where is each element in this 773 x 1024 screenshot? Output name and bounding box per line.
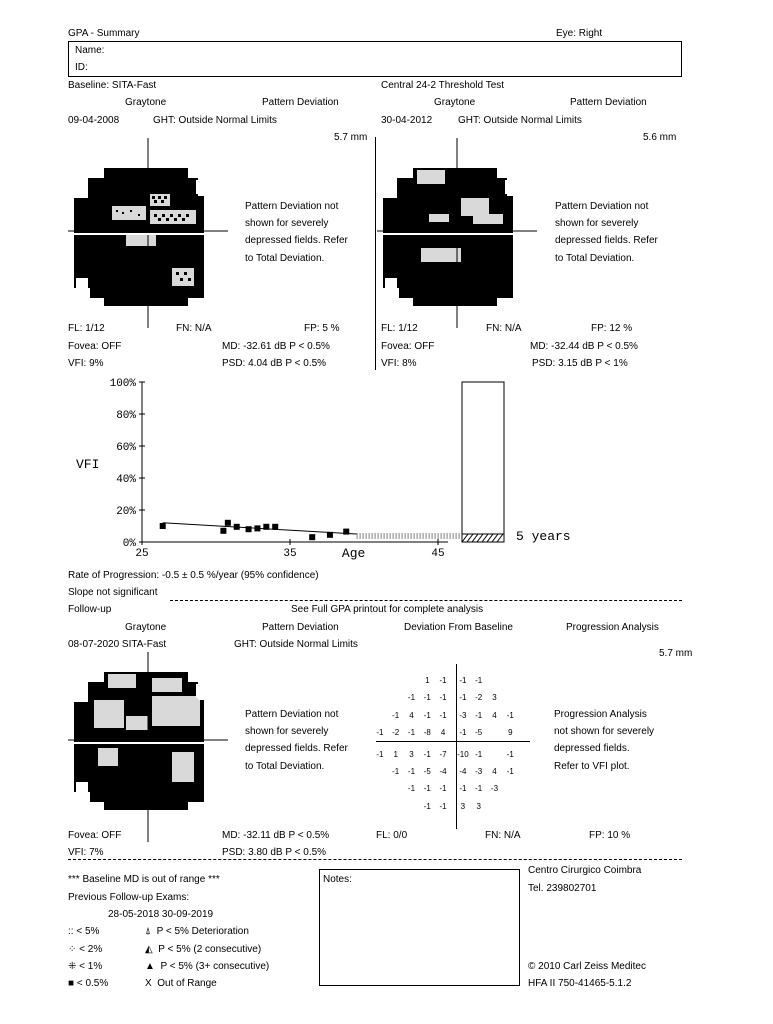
exam2-vfi: VFI: 8% — [381, 358, 417, 369]
deviation-horizontal-axis — [376, 741, 530, 742]
deviation-cell: -1 — [392, 710, 400, 720]
footer-divider — [68, 859, 682, 860]
exam1-graytone-map — [68, 138, 228, 328]
exam2-field-shape — [383, 168, 513, 306]
y-tick-label: 0% — [122, 538, 136, 550]
deviation-cell: 4 — [440, 728, 446, 738]
deviation-cell: -1 — [376, 728, 384, 738]
deviation-cell: -1 — [459, 784, 467, 794]
deviation-cell: 4 — [492, 767, 497, 776]
projection-bar — [462, 382, 504, 542]
exam1-fp: FP: 5 % — [304, 323, 340, 334]
x-tick-label: 35 — [283, 548, 297, 560]
x-axis-label: Age — [341, 546, 366, 561]
followup-pa-note-line3: depressed fields. — [554, 743, 630, 754]
exam2-pd-note-line3: depressed fields. Refer — [555, 235, 658, 246]
deviation-cell: 3 — [476, 801, 481, 811]
deviation-cell: -8 — [423, 728, 431, 738]
exam2-ght: GHT: Outside Normal Limits — [458, 115, 582, 126]
data-point — [309, 534, 315, 540]
deviation-cell: 1 — [425, 676, 430, 685]
exam1-ght: GHT: Outside Normal Limits — [153, 115, 277, 126]
deviation-vertical-axis — [456, 664, 457, 829]
followup-pattern-label: Pattern Deviation — [262, 622, 339, 633]
deviation-cell: 3 — [460, 801, 466, 811]
legend-sym-2: ⁘ < 2% — [68, 944, 103, 955]
followup-pd-note-line2: shown for severely — [245, 726, 329, 737]
legend2-out-of-range: X Out of Range — [145, 978, 217, 989]
legend2-deterioration: ⍋ P < 5% Deterioration — [145, 926, 249, 937]
followup-pa-note-line2: not shown for severely — [554, 726, 655, 737]
legend-sym-3: ⁜ < 1% — [68, 961, 103, 972]
deviation-cell: -10 — [457, 749, 469, 759]
followup-pa-note-line1: Progression Analysis — [554, 709, 647, 720]
deviation-cell: -1 — [423, 784, 431, 794]
deviation-cell: -1 — [475, 676, 483, 685]
followup-graytone-map — [68, 652, 228, 842]
notes-box[interactable] — [319, 869, 520, 986]
deviation-cell: 9 — [508, 728, 513, 738]
followup-fl: FL: 0/0 — [376, 830, 408, 841]
data-point — [234, 524, 240, 530]
deviation-cell: -1 — [475, 749, 483, 759]
exam2-fl: FL: 1/12 — [381, 323, 418, 334]
deviation-cell: -1 — [459, 728, 467, 738]
exam1-psd: PSD: 4.04 dB P < 0.5% — [222, 358, 327, 369]
y-tick-label: 80% — [116, 410, 136, 422]
exam2-graytone-map — [377, 138, 537, 328]
exam2-fn: FN: N/A — [486, 323, 522, 334]
followup-psd: PSD: 3.80 dB P < 0.5% — [222, 847, 327, 858]
followup-ght: GHT: Outside Normal Limits — [234, 639, 358, 650]
exam1-pd-note-line1: Pattern Deviation not — [245, 201, 339, 212]
exam1-fovea: Fovea: OFF — [68, 341, 122, 352]
deviation-cell: -3 — [490, 784, 499, 794]
exam1-vfi: VFI: 9% — [68, 358, 104, 369]
deviation-cell: -1 — [475, 784, 483, 794]
exam2-psd: PSD: 3.15 dB P < 1% — [532, 358, 628, 369]
patient-box — [68, 41, 682, 77]
exam2-md: MD: -32.44 dB P < 0.5% — [530, 341, 638, 352]
previous-followup-dates: 28-05-2018 30-09-2019 — [108, 909, 214, 920]
deviation-cell: -4 — [459, 767, 467, 776]
legend-sym-1: :: < 5% — [68, 926, 100, 937]
clinic-phone: Tel. 239802701 — [528, 883, 597, 894]
deviation-cell: -1 — [423, 710, 431, 720]
followup-label: Follow-up — [68, 604, 112, 615]
deviation-cell: -3 — [475, 767, 483, 776]
x-tick-label: 45 — [431, 548, 445, 560]
deviation-cell: -2 — [475, 693, 483, 703]
deviation-cell: -1 — [439, 693, 447, 703]
followup-graytone-label: Graytone — [125, 622, 167, 633]
deviation-cell: 3 — [409, 749, 414, 759]
clinic-name: Centro Cirurgico Coimbra — [528, 865, 642, 876]
deviation-cell: -1 — [439, 676, 447, 685]
deviation-cell: -1 — [423, 693, 431, 703]
copyright: © 2010 Carl Zeiss Meditec — [528, 961, 646, 972]
deviation-cell: 1 — [393, 749, 398, 759]
data-point — [225, 520, 231, 526]
y-axis-label: VFI — [76, 457, 100, 472]
rate-of-progression: Rate of Progression: -0.5 ± 0.5 %/year (95% confidence) — [68, 570, 319, 581]
followup-pa-note-line4: Refer to VFI plot. — [554, 761, 630, 772]
followup-pd-note-line1: Pattern Deviation not — [245, 709, 339, 720]
deviation-cell: -1 — [407, 728, 416, 738]
legend2-three-consecutive: ▲ P < 5% (3+ consecutive) — [145, 961, 270, 972]
followup-fn: FN: N/A — [485, 830, 521, 841]
exam1-pattern-label: Pattern Deviation — [262, 97, 339, 108]
data-point — [327, 532, 333, 538]
deviation-cell: -5 — [475, 728, 483, 738]
exam2-fp: FP: 12 % — [591, 323, 633, 334]
followup-pd-note-line3: depressed fields. Refer — [245, 743, 348, 754]
deviation-cell: -1 — [407, 693, 416, 703]
followup-deviation-label: Deviation From Baseline — [404, 622, 513, 633]
exam2-date: 30-04-2012 — [381, 115, 433, 126]
id-label: ID: — [75, 62, 88, 73]
followup-fp: FP: 10 % — [589, 830, 631, 841]
deviation-cell: -5 — [423, 767, 431, 776]
exam1-fl: FL: 1/12 — [68, 323, 105, 334]
exam-separator — [375, 137, 376, 370]
deviation-cell: -2 — [392, 728, 400, 738]
deviation-cell: -1 — [459, 676, 467, 685]
deviation-cell: -3 — [459, 710, 467, 720]
eye-label: Eye: Right — [556, 28, 603, 39]
section-divider — [170, 600, 682, 601]
vfi-chart — [60, 372, 620, 567]
deviation-cell: 4 — [409, 710, 414, 720]
followup-md: MD: -32.11 dB P < 0.5% — [222, 830, 330, 841]
data-point — [160, 523, 166, 529]
followup-pupil: 5.7 mm — [659, 648, 693, 659]
followup-fovea: Fovea: OFF — [68, 830, 122, 841]
deviation-cell: 4 — [492, 710, 497, 720]
followup-pd-note-line4: to Total Deviation. — [245, 761, 325, 772]
exam2-pd-note-line1: Pattern Deviation not — [555, 201, 649, 212]
data-point — [343, 529, 349, 535]
deviation-cell: -1 — [506, 710, 514, 720]
previous-followup-label: Previous Follow-up Exams: — [68, 892, 190, 903]
report-title: GPA - Summary — [68, 28, 140, 39]
device-model: HFA II 750-41465-5.1.2 — [528, 978, 632, 989]
deviation-cell: -4 — [439, 767, 447, 776]
legend2-two-consecutive: ◭ P < 5% (2 consecutive) — [145, 944, 262, 955]
test-name: Central 24-2 Threshold Test — [381, 80, 505, 91]
exam1-pd-note-line3: depressed fields. Refer — [245, 235, 348, 246]
notes-label: Notes: — [323, 874, 352, 885]
data-point — [263, 524, 269, 530]
exam1-graytone-label: Graytone — [125, 97, 167, 108]
deviation-cell: -1 — [423, 749, 431, 759]
deviation-cell: 3 — [492, 693, 497, 703]
exam1-pd-note-line4: to Total Deviation. — [245, 253, 325, 264]
deviation-cell: -1 — [506, 767, 514, 776]
deviation-cell: -1 — [407, 784, 416, 794]
exam1-md: MD: -32.61 dB P < 0.5% — [222, 341, 330, 352]
deviation-cell: -1 — [439, 801, 447, 811]
data-point — [246, 526, 252, 532]
y-tick-label: 40% — [116, 474, 136, 486]
deviation-cell: -1 — [407, 767, 416, 776]
y-tick-label: 20% — [116, 506, 136, 518]
exam2-graytone-label: Graytone — [434, 97, 476, 108]
deviation-cell: -1 — [475, 710, 483, 720]
deviation-cell: -1 — [459, 693, 467, 703]
baseline-md-warning: *** Baseline MD is out of range *** — [68, 874, 220, 885]
followup-progression-label: Progression Analysis — [566, 622, 659, 633]
exam2-pupil: 5.6 mm — [643, 132, 677, 143]
deviation-cell: -1 — [506, 749, 514, 759]
deviation-cell: -1 — [423, 801, 431, 811]
exam1-pd-note-line2: shown for severely — [245, 218, 329, 229]
deviation-cell: -7 — [439, 749, 447, 759]
projection-bar-label: 5 years — [516, 529, 571, 544]
deviation-cell: -1 — [392, 767, 400, 776]
exam1-date: 09-04-2008 — [68, 115, 120, 126]
data-point — [220, 528, 226, 534]
exam1-pupil: 5.7 mm — [334, 132, 368, 143]
exam2-pd-note-line2: shown for severely — [555, 218, 639, 229]
see-full-gpa: See Full GPA printout for complete analysis — [291, 604, 484, 615]
deviation-cell: -1 — [376, 749, 384, 759]
exam2-fovea: Fovea: OFF — [381, 341, 435, 352]
x-tick-label: 25 — [135, 548, 149, 560]
y-tick-label: 100% — [109, 378, 136, 390]
legend-sym-4: ■ < 0.5% — [68, 978, 109, 989]
slope-significance: Slope not significant — [68, 587, 158, 598]
baseline-label: Baseline: SITA-Fast — [68, 80, 157, 91]
deviation-cell: -1 — [439, 710, 447, 720]
followup-vfi: VFI: 7% — [68, 847, 104, 858]
name-label: Name: — [75, 45, 105, 56]
exam2-pattern-label: Pattern Deviation — [570, 97, 647, 108]
followup-field-shape — [74, 672, 204, 810]
exam2-pd-note-line4: to Total Deviation. — [555, 253, 635, 264]
data-point — [254, 525, 260, 531]
exam1-fn: FN: N/A — [176, 323, 212, 334]
followup-date: 08-07-2020 SITA-Fast — [68, 639, 167, 650]
deviation-cell: -1 — [439, 784, 447, 794]
y-tick-label: 60% — [116, 442, 136, 454]
data-point — [272, 524, 278, 530]
